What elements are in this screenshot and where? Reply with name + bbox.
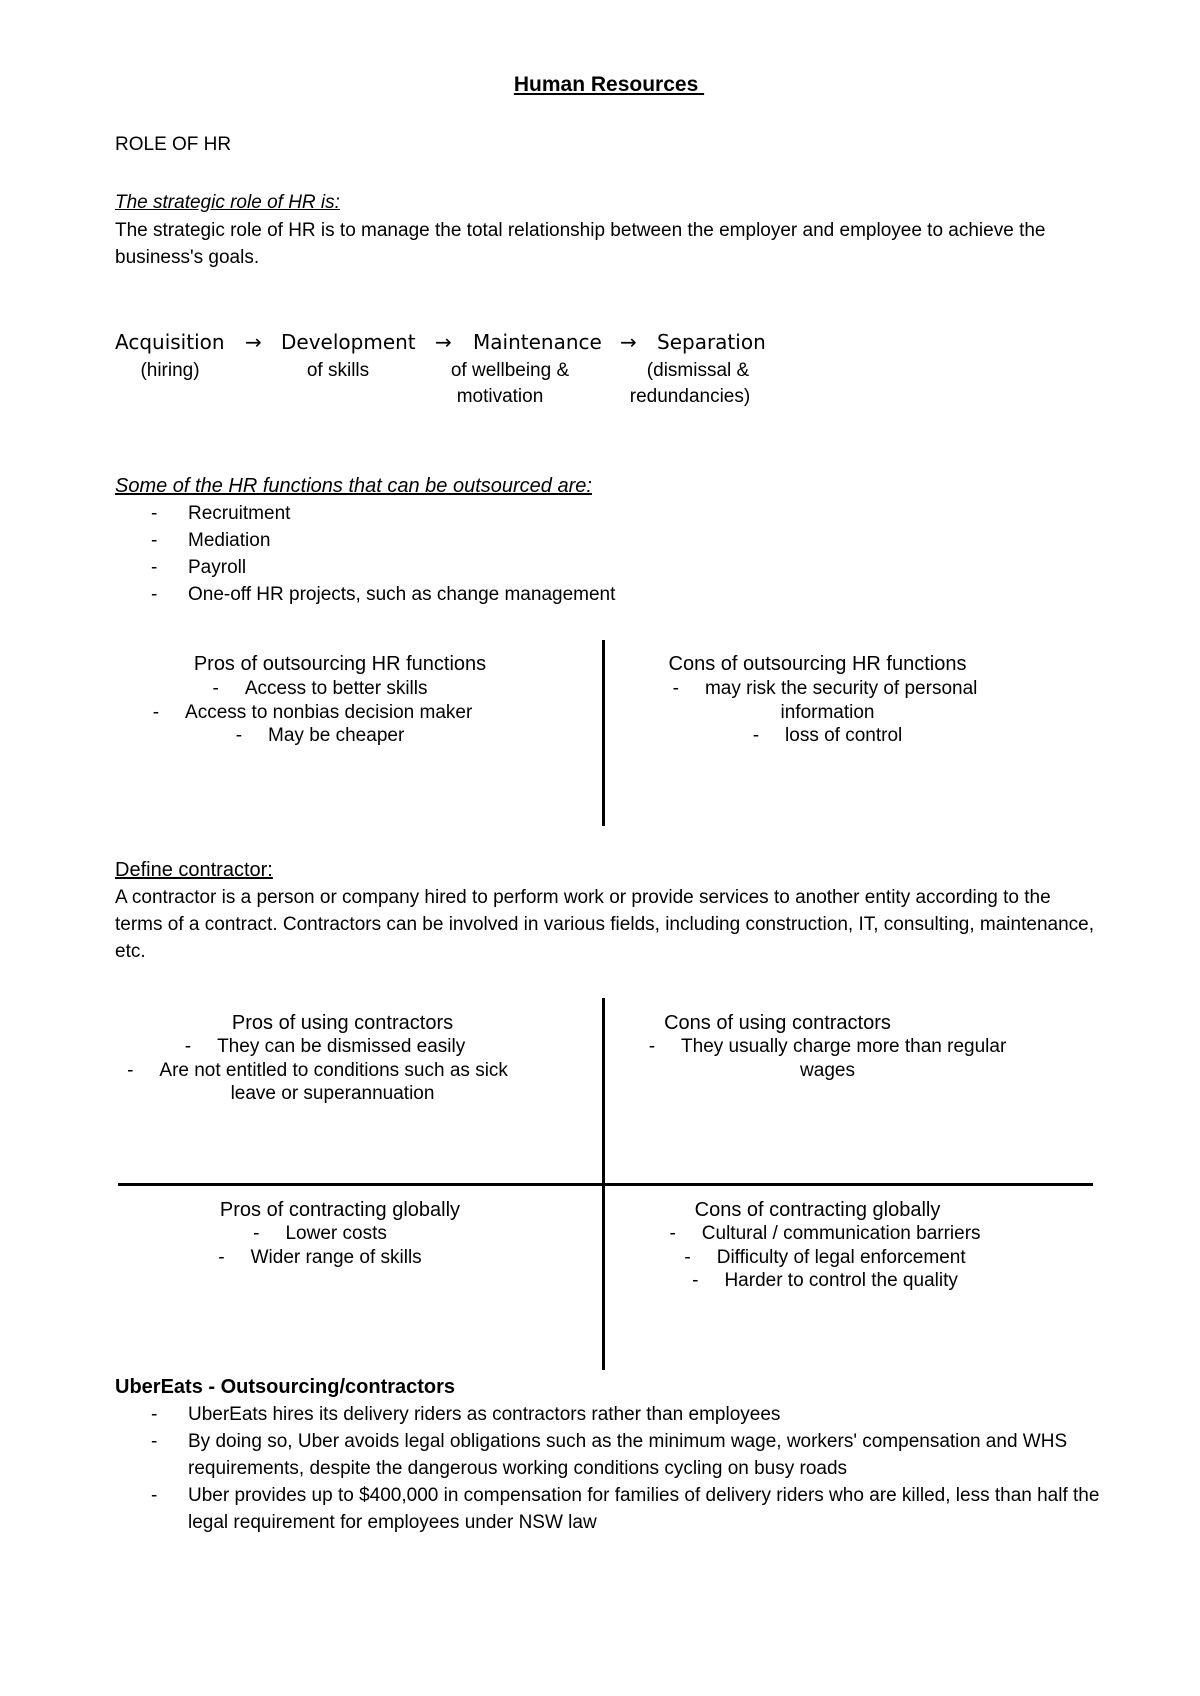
flow-sub-line: redundancies) — [629, 386, 751, 407]
list-item-continued: wages — [800, 1059, 855, 1081]
dash-bullet: - — [151, 584, 158, 605]
dash-bullet: - — [151, 557, 158, 578]
list-item: - Are not entitled to conditions such as sick — [127, 1059, 508, 1081]
list-item: - Lower costs — [253, 1223, 387, 1244]
section-heading-role: ROLE OF HR — [115, 134, 232, 155]
list-item: - One-off HR projects, such as change management — [148, 581, 615, 608]
outsourcing-cons-cell — [605, 651, 1165, 677]
ubereats-heading: UberEats - Outsourcing/contractors — [115, 1376, 456, 1398]
list-item: - Payroll — [148, 554, 615, 581]
list-item: - May be cheaper — [235, 725, 405, 746]
global-cons-list — [605, 1222, 1165, 1293]
flow-sub-maintenance — [430, 358, 590, 410]
ubereats-list — [148, 1401, 1108, 1536]
strategic-role-heading: The strategic role of HR is: — [115, 192, 340, 213]
flow-sub-acquisition — [110, 358, 230, 384]
contractor-cons-cell — [605, 1010, 1165, 1036]
document-title: Human Resources — [513, 73, 705, 96]
flow-sub-development — [278, 358, 398, 384]
list-item: - may risk the security of personal — [672, 678, 978, 699]
flow-step-maintenance: Maintenance — [473, 330, 602, 354]
global-pros-title: Pros of contracting globally — [219, 1199, 461, 1221]
outsourcing-cons-title: Cons of outsourcing HR functions — [668, 653, 967, 675]
list-item-continued: information — [780, 701, 875, 723]
dash-bullet: - — [151, 503, 158, 524]
contractor-definition: A contractor is a person or company hired to perform work or provide services to another entity according to the terms of a contract. Contractors can be involved in various fields, including construction, IT, consulting, maintenance, etc. — [115, 887, 1094, 962]
list-item: - They can be dismissed easily — [184, 1036, 466, 1057]
list-item: - Uber provides up to $400,000 in compensation for families of delivery riders who are killed, less than half the legal requirement for employees under NSW law — [148, 1482, 1108, 1536]
list-item: - Access to nonbias decision maker — [152, 701, 473, 723]
contractor-cons-list — [605, 1035, 1165, 1082]
outsourced-heading: Some of the HR functions that can be outsourced are: — [115, 475, 592, 497]
list-item: - Wider range of skills — [218, 1246, 422, 1268]
outsourced-list — [148, 500, 615, 608]
flow-step-development: Development — [281, 330, 416, 354]
flow-arrow-icon: → — [620, 330, 637, 354]
contractor-cons-title: Cons of using contractors — [664, 1012, 891, 1034]
flow-sub-line: motivation — [456, 386, 544, 407]
flow-sub-line: (dismissal & — [646, 360, 750, 381]
dash-bullet: - — [151, 530, 158, 551]
flow-sub-line: (hiring) — [140, 360, 200, 381]
strategic-role-text: The strategic role of HR is to manage the total relationship between the employer and employee to achieve the business's goals. — [115, 220, 1046, 268]
flow-sub-line: of skills — [306, 360, 370, 381]
flow-step-acquisition: Acquisition — [115, 330, 225, 354]
flow-arrow-icon: → — [435, 330, 452, 354]
list-item: - Recruitment — [148, 500, 615, 527]
outsourcing-cons-list — [605, 677, 1165, 748]
list-item: - They usually charge more than regular — [648, 1036, 1007, 1057]
list-item: - Harder to control the quality — [692, 1270, 958, 1291]
table-divider-horizontal — [118, 1183, 1093, 1186]
list-item: - loss of control — [752, 725, 903, 746]
list-item: - Access to better skills — [212, 678, 428, 699]
dash-bullet: - — [151, 1431, 158, 1452]
global-cons-title: Cons of contracting globally — [694, 1199, 941, 1221]
dash-bullet: - — [151, 1485, 158, 1506]
list-item: - Mediation — [148, 527, 615, 554]
flow-sub-line: of wellbeing & — [450, 360, 570, 381]
flow-step-separation: Separation — [657, 330, 766, 354]
flow-sub-separation — [610, 358, 770, 410]
list-item: - Difficulty of legal enforcement — [684, 1246, 966, 1268]
contractor-pros-title: Pros of using contractors — [231, 1012, 454, 1034]
global-cons-cell — [605, 1197, 1165, 1223]
flow-arrow-icon: → — [245, 330, 262, 354]
list-item-continued: leave or superannuation — [230, 1083, 435, 1104]
outsourcing-pros-title: Pros of outsourcing HR functions — [193, 653, 487, 675]
dash-bullet: - — [151, 1404, 158, 1425]
list-item: - By doing so, Uber avoids legal obligations such as the minimum wage, workers' compensation and WHS requirements, despite the dangerous working conditions cycling on busy roads — [148, 1428, 1108, 1482]
contractor-heading: Define contractor: — [115, 859, 273, 881]
list-item: - Cultural / communication barriers — [669, 1223, 981, 1244]
list-item: - UberEats hires its delivery riders as contractors rather than employees — [148, 1401, 1108, 1428]
